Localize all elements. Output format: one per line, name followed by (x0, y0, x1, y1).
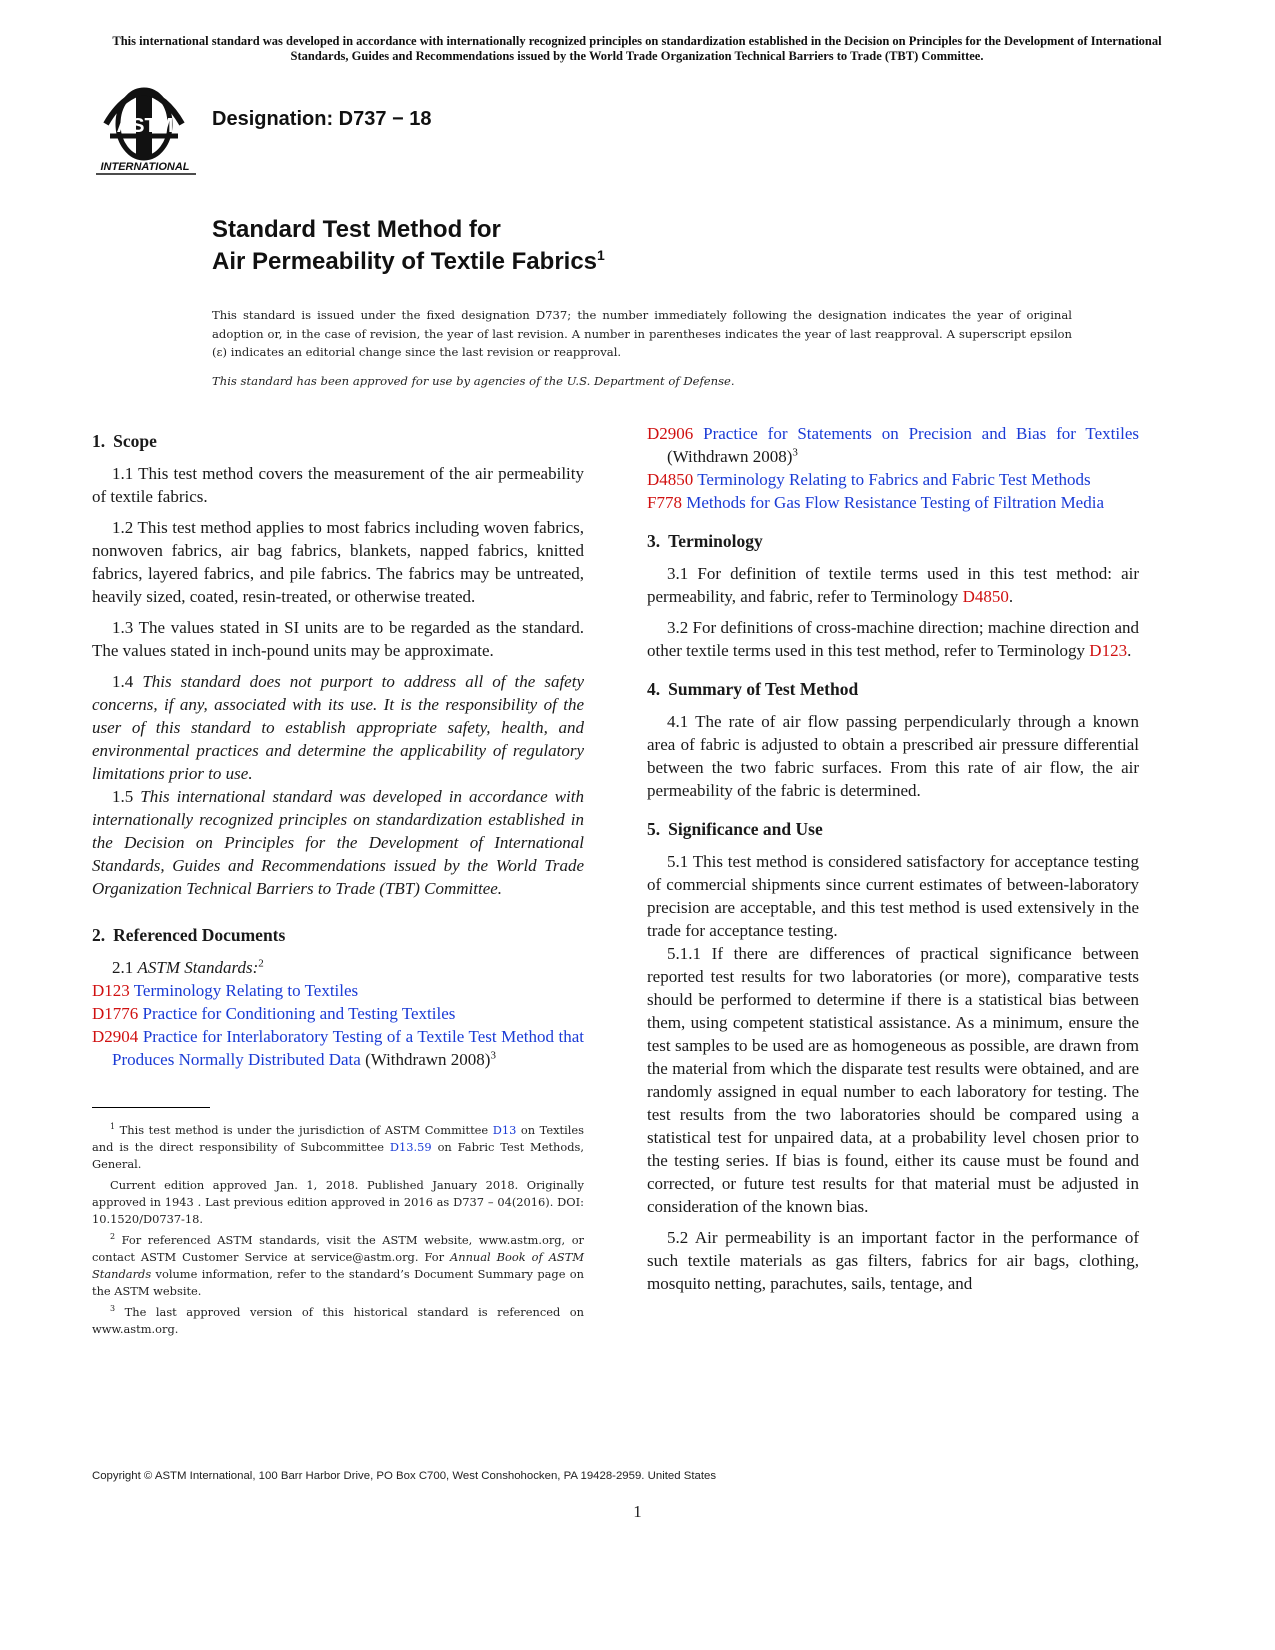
paragraph-3-1: 3.1 For definition of textile terms used in this test method: air permeability, and fabric, refer to Terminology D4850. (647, 564, 1139, 606)
title-line-2: Air Permeability of Textile Fabrics$^1$ (212, 247, 605, 275)
dod-approval: This standard has been approved for use by agencies of the U.S. Department of Defense. (212, 374, 735, 388)
astm-logo-icon (92, 86, 202, 178)
standards-notice: This international standard was developed in accordance with internationally recognized principles on standardization established in the Decision on Principles for the Development of International Standards, Guides and Recommendations issued by the World Trade Organization Technical Barriers to Trade (TBT) Committee. (112, 34, 1162, 63)
logo-subtext: INTERNATIONAL (100, 161, 190, 173)
footnote-1: $^1$ This test method is under the jurisdiction of ASTM Committee D13 on Textiles and is the direct responsibility of Subcommittee D13.59 on Fabric Test Methods, General. (92, 1122, 585, 1171)
d4850-link[interactable]: D4850 (962, 587, 1009, 606)
reference-item[interactable]: D4850 Terminology Relating to Fabrics and Fabric Test Methods (647, 470, 1091, 489)
paragraph-1-4: 1.4 This standard does not purport to address all of the safety concerns, if any, associated with its use. It is the responsibility of the user of this standard to establish appropriate safety, health, and environmental practices and determine the applicability of regulatory limitations prior to use. (92, 672, 584, 783)
paragraph-3-2: 3.2 For definitions of cross-machine direction; machine direction and other textile terms used in this test method, refer to Terminology D123. (647, 618, 1139, 660)
logo-letters: ASTM (116, 115, 174, 137)
paragraph-5-2: 5.2 Air permeability is an important factor in the performance of such textile materials as gas filters, fabrics for air bags, clothing, mosquito netting, parachutes, sails, tentage, and (647, 1228, 1139, 1293)
d123-link[interactable]: D123 (1089, 641, 1128, 660)
left-column (92, 430, 584, 1342)
footnote-3: $^3$ The last approved version of this historical standard is referenced on www.astm.org. (92, 1304, 584, 1336)
astm-logo (92, 86, 202, 178)
section-heading-summary: 4. Summary of Test Method (647, 679, 859, 699)
paragraph-5-1-1: 5.1.1 If there are differences of practical significance between reported test results for two laboratories (or more), comparative tests should be performed to determine if there is a statistical bias between them, using competent statistical assistance. As a minimum, ensure the test samples to be used are as homogeneous as possible, are drawn from the material from which the disparate test results were obtained, and are randomly assigned in equal number to each laboratory for testing. The test results from the two laboratories should be compared using a statistical test for unpaired data, at a probability level chosen prior to the testing series. If bias is found, either its cause must be found and corrected, or future test results for that material must be adjusted in consideration of the known bias. (647, 944, 1139, 1216)
committee-link[interactable]: D13 (492, 1123, 517, 1137)
title-footnote-mark: 1 (597, 247, 605, 263)
section-heading-scope: 1. Scope (92, 431, 157, 451)
paragraph-1-3: 1.3 The values stated in SI units are to be regarded as the standard. The values stated in inch-pound units may be approximate. (92, 618, 584, 660)
document-title (212, 214, 605, 278)
paragraph-2-1: 2.1 ASTM Standards:$^2$ (112, 957, 264, 977)
footnote-divider (92, 1107, 210, 1108)
paragraph-5-1: 5.1 This test method is considered satisfactory for acceptance testing of commercial shipments since current estimates of between-laboratory precision are acceptable, and this test method is used extensively in the trade for acceptance testing. (647, 852, 1139, 940)
title-line-1: Standard Test Method for (212, 216, 501, 243)
reference-item[interactable]: D123 Terminology Relating to Textiles (92, 981, 359, 1000)
paragraph-1-1: 1.1 This test method covers the measurement of the air permeability of textile fabrics. (92, 464, 584, 506)
copyright-footer: Copyright © ASTM International, 100 Barr Harbor Drive, PO Box C700, West Conshohocken, PA 19428-2959. United States (92, 1470, 717, 1482)
reference-item[interactable]: D2904 Practice for Interlaboratory Testing of a Textile Test Method that Produces Normally Distributed Data (Withdrawn 2008)$^3$ (92, 1027, 585, 1069)
paragraph-1-2: 1.2 This test method applies to most fabrics including woven fabrics, nonwoven fabrics, air bag fabrics, blankets, napped fabrics, knitted fabrics, layered fabrics, and pile fabrics. The fabrics may be untreated, heavily sized, coated, resin-treated, or otherwise treated. (92, 518, 584, 606)
designation: Designation: D737 − 18 (212, 108, 432, 130)
section-heading-terminology: 3. Terminology (647, 531, 763, 551)
paragraph-4-1: 4.1 The rate of air flow passing perpendicularly through a known area of fabric is adjusted to obtain a prescribed air pressure differential between the two fabric surfaces. From this rate of air flow, the air permeability of the fabric is determined. (647, 712, 1139, 800)
section-heading-significance: 5. Significance and Use (647, 819, 823, 839)
footnote-2: $^2$ For referenced ASTM standards, visit the ASTM website, www.astm.org, or contact ASTM Customer Service at service@astm.org. For Annual Book of ASTM Standards volume information, refer to the standard’s Document Summary page on the ASTM website. (92, 1232, 584, 1298)
right-column (647, 424, 1139, 1303)
reference-item[interactable]: F778 Methods for Gas Flow Resistance Testing of Filtration Media (647, 493, 1104, 512)
reference-item[interactable]: D2906 Practice for Statements on Precision and Bias for Textiles (Withdrawn 2008)$^3$ (647, 424, 1139, 466)
section-heading-referenced-documents: 2. Referenced Documents (92, 925, 286, 945)
subcommittee-link[interactable]: D13.59 (389, 1140, 432, 1154)
reference-item[interactable]: D1776 Practice for Conditioning and Testing Textiles (92, 1004, 456, 1023)
issued-statement: This standard is issued under the fixed designation D737; the number immediately following the designation indicates the year of original adoption or, in the case of revision, the year of last revision. A number in parentheses indicates the year of last reapproval. A superscript epsilon (ε) indicates an editorial change since the last revision or reapproval. (212, 308, 1072, 359)
paragraph-1-5: 1.5 This international standard was developed in accordance with internationally recognized principles on standardization established in the Decision on Principles for the Development of International Standards, Guides and Recommendations issued by the World Trade Organization Technical Barriers to Trade (TBT) Committee. (92, 787, 584, 898)
page-number: 1 (633, 1502, 642, 1521)
footnote-edition: Current edition approved Jan. 1, 2018. Published January 2018. Originally approved in 1943 . Last previous edition approved in 2016 as D737 – 04(2016). DOI: 10.1520/D0737-18. (92, 1178, 584, 1226)
